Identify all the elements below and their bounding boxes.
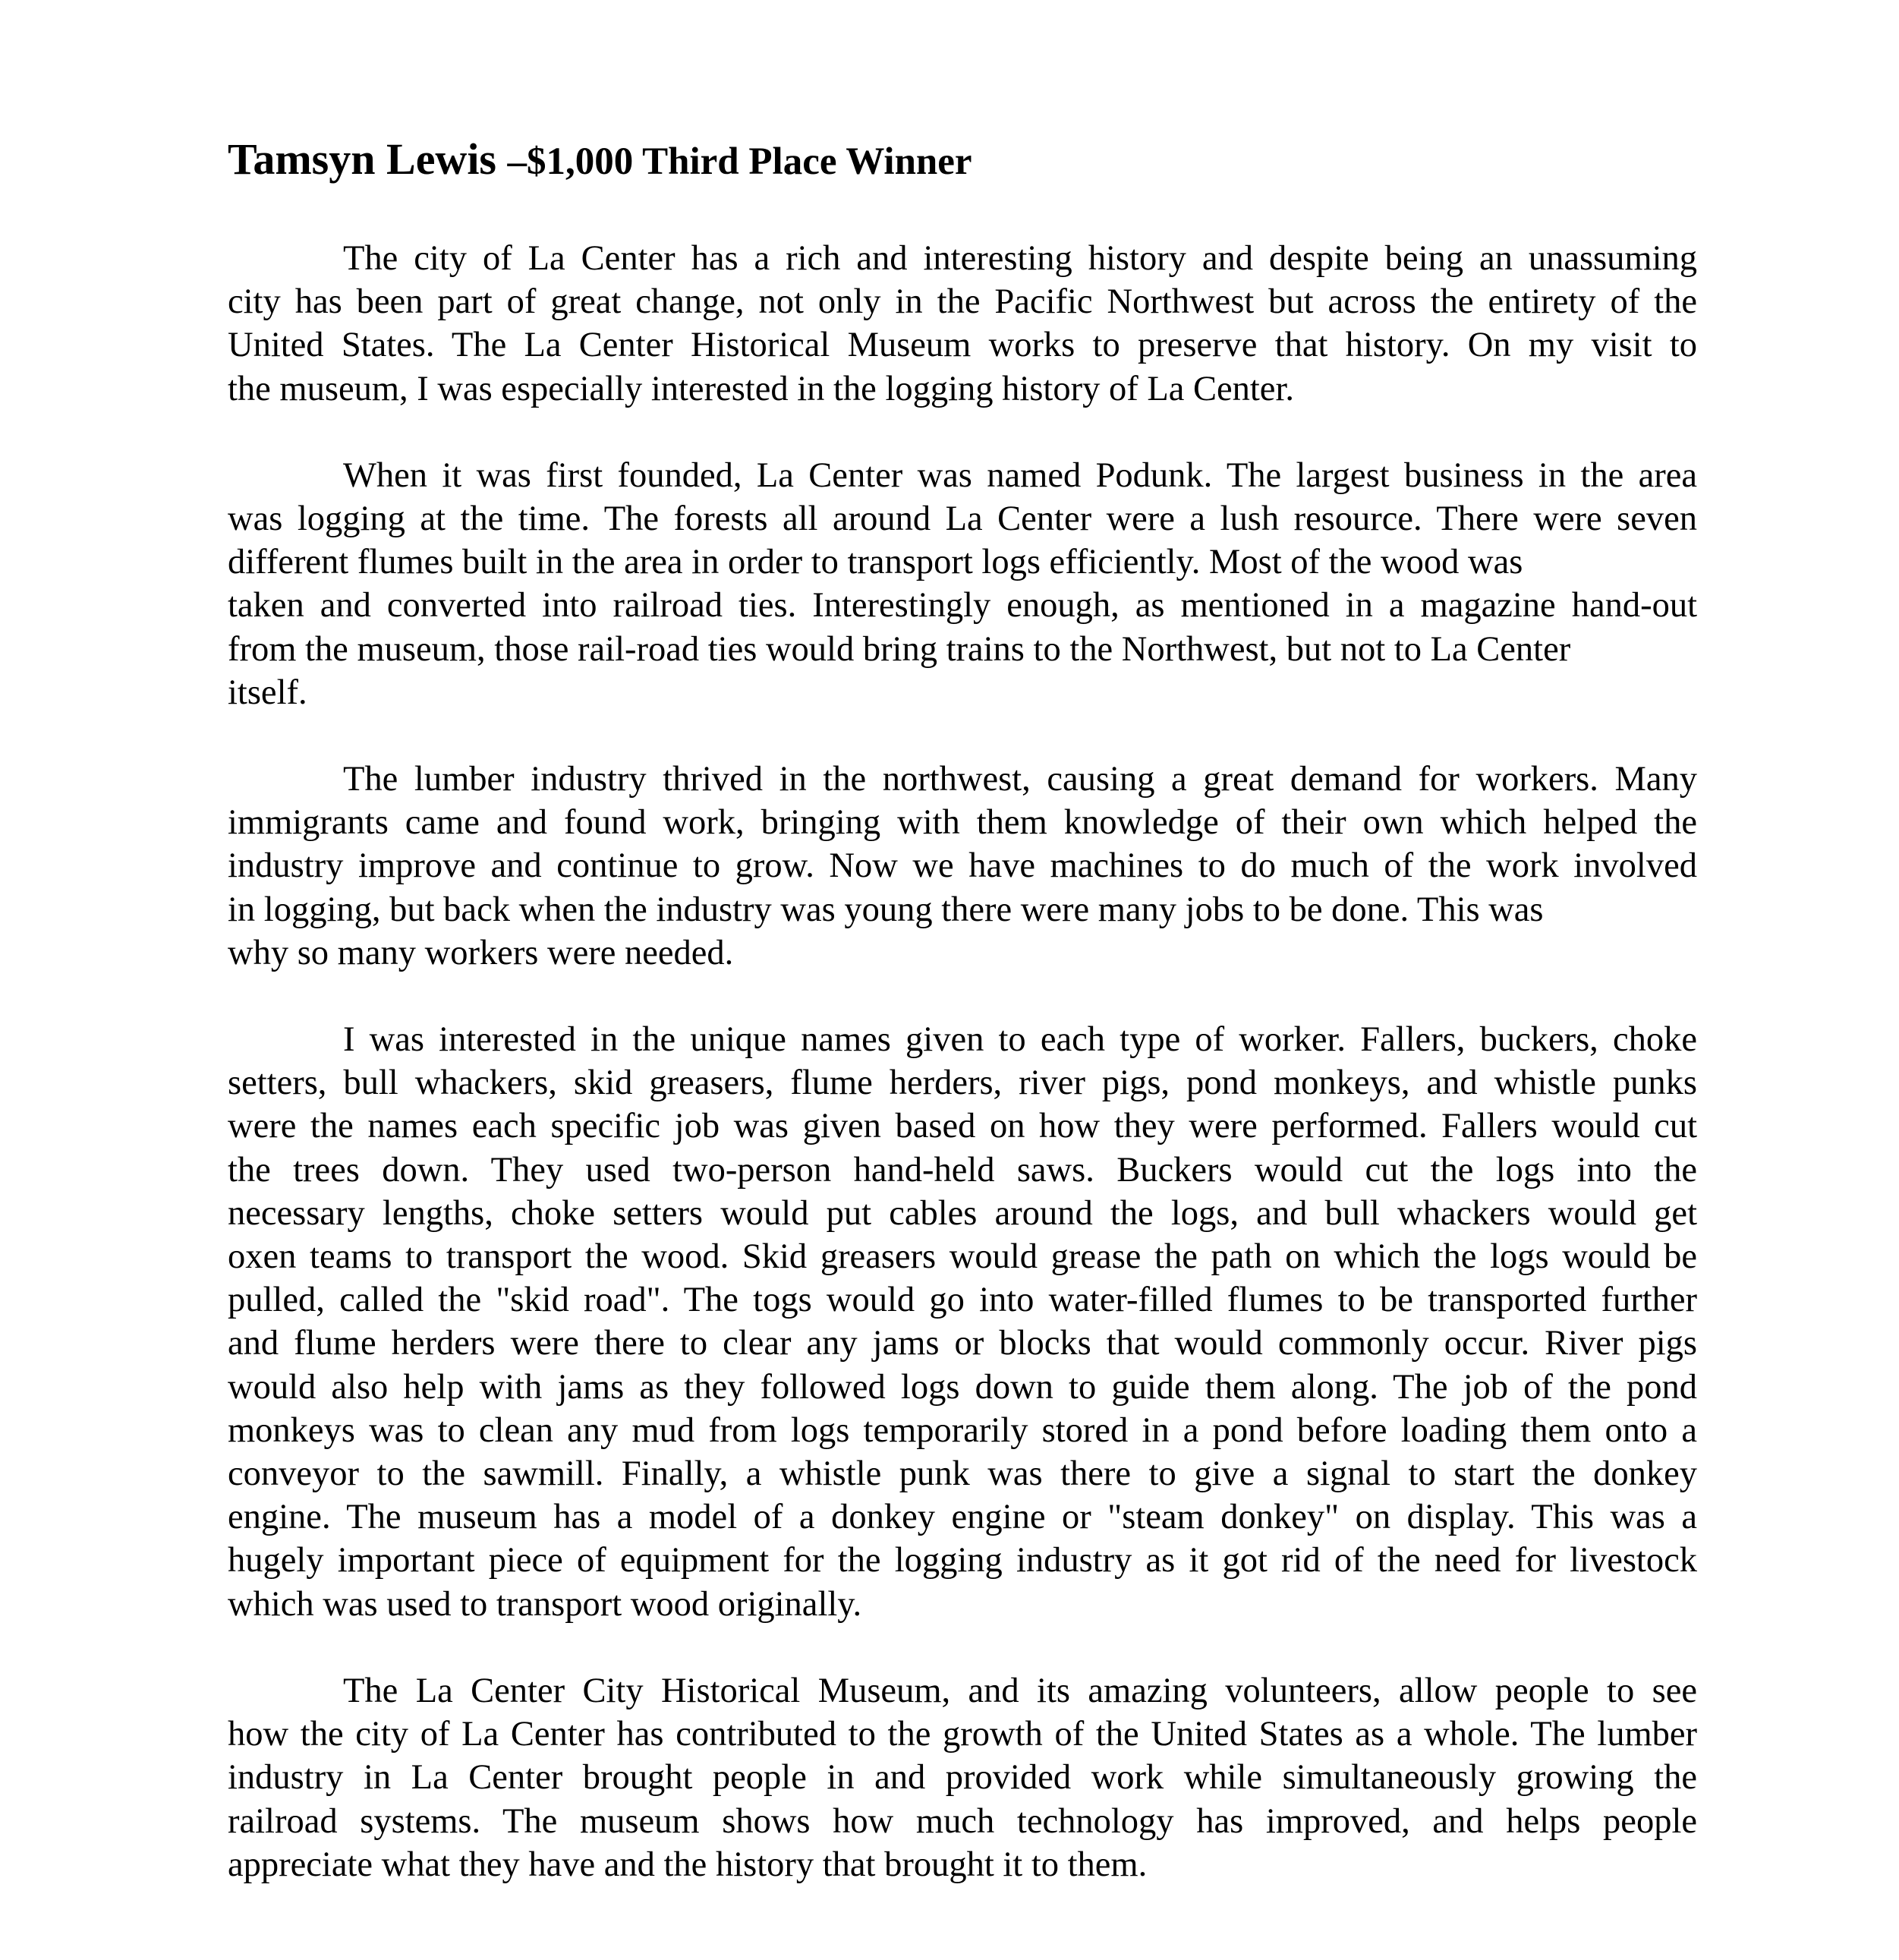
text-line: in logging, but back when the industry was young there were many jobs to be done. This was bbox=[228, 890, 1544, 929]
text-line: hugely important piece of equipment for the logging industry as it got rid of the need for livestock bbox=[228, 1541, 1697, 1580]
author-name: Tamsyn Lewis bbox=[228, 134, 497, 184]
text-line: the museum, I was especially interested in the logging history of La Center. bbox=[228, 369, 1294, 408]
text-line: The city of La Center has a rich and interesting history and despite being an unassuming bbox=[343, 239, 1697, 278]
text-line: the trees down. They used two-person hand-held saws. Buckers would cut the logs into the bbox=[228, 1150, 1697, 1190]
text-line: When it was first founded, La Center was named Podunk. The largest business in the area bbox=[343, 455, 1697, 495]
text-line: how the city of La Center has contributed to the growth of the United States as a whole. The lumber bbox=[228, 1715, 1697, 1754]
essay-title bbox=[228, 129, 1670, 192]
paragraph-3 bbox=[228, 758, 1697, 975]
text-line: industry improve and continue to grow. Now we have machines to do much of the work involved bbox=[228, 846, 1697, 886]
text-line: was logging at the time. The forests all around La Center were a lush resource. There were seven bbox=[228, 499, 1697, 539]
text-line: The lumber industry thrived in the northwest, causing a great demand for workers. Many bbox=[343, 760, 1697, 799]
text-line: itself. bbox=[228, 673, 307, 712]
text-line: why so many workers were needed. bbox=[228, 933, 734, 972]
text-line: railroad systems. The museum shows how much technology has improved, and helps people bbox=[228, 1801, 1697, 1841]
text-line: pulled, called the "skid road". The togs would go into water-filled flumes to be transported further bbox=[228, 1281, 1697, 1320]
text-line: appreciate what they have and the history that brought it to them. bbox=[228, 1845, 1148, 1884]
text-line: city has been part of great change, not only in the Pacific Northwest but across the entirety of the bbox=[228, 282, 1697, 322]
text-line: industry in La Center brought people in and provided work while simultaneously growing the bbox=[228, 1758, 1697, 1798]
text-line: I was interested in the unique names given to each type of worker. Fallers, buckers, choke bbox=[343, 1020, 1697, 1060]
text-line: which was used to transport wood originally. bbox=[228, 1584, 862, 1624]
text-line: engine. The museum has a model of a donkey engine or "steam donkey" on display. This was a bbox=[228, 1498, 1697, 1537]
text-line: taken and converted into railroad ties. Interestingly enough, as mentioned in a magazine hand-out bbox=[228, 586, 1697, 625]
text-line: oxen teams to transport the wood. Skid greasers would grease the path on which the logs would be bbox=[228, 1237, 1697, 1277]
text-line: would also help with jams as they followed logs down to guide them along. The job of the pond bbox=[228, 1367, 1697, 1407]
text-line: The La Center City Historical Museum, and its amazing volunteers, allow people to see bbox=[343, 1671, 1697, 1710]
text-line: immigrants came and found work, bringing with them knowledge of their own which helped the bbox=[228, 803, 1697, 843]
text-line: United States. The La Center Historical Museum works to preserve that history. On my visit to bbox=[228, 326, 1697, 365]
paragraph-5 bbox=[228, 1669, 1697, 1886]
text-line: and flume herders were there to clear any jams or blocks that would commonly occur. River pigs bbox=[228, 1324, 1697, 1363]
paragraph-4 bbox=[228, 1018, 1697, 1626]
text-line: different flumes built in the area in order to transport logs efficiently. Most of the wood was bbox=[228, 543, 1523, 582]
text-line: monkeys was to clean any mud from logs temporarily stored in a pond before loading them onto a bbox=[228, 1410, 1697, 1450]
paragraph-2 bbox=[228, 454, 1697, 714]
award-label: –$1,000 Third Place Winner bbox=[507, 140, 972, 183]
text-line: from the museum, those rail-road ties would bring trains to the Northwest, but not to La Center bbox=[228, 629, 1571, 669]
text-line: necessary lengths, choke setters would put cables around the logs, and bull whackers would get bbox=[228, 1193, 1697, 1233]
text-line: were the names each specific job was given based on how they were performed. Fallers would cut bbox=[228, 1107, 1697, 1146]
text-line: conveyor to the sawmill. Finally, a whistle punk was there to give a signal to start the donkey bbox=[228, 1454, 1697, 1494]
essay-body bbox=[228, 237, 1697, 1930]
text-line: setters, bull whackers, skid greasers, flume herders, river pigs, pond monkeys, and whistle punks bbox=[228, 1064, 1697, 1103]
paragraph-1 bbox=[228, 237, 1697, 411]
